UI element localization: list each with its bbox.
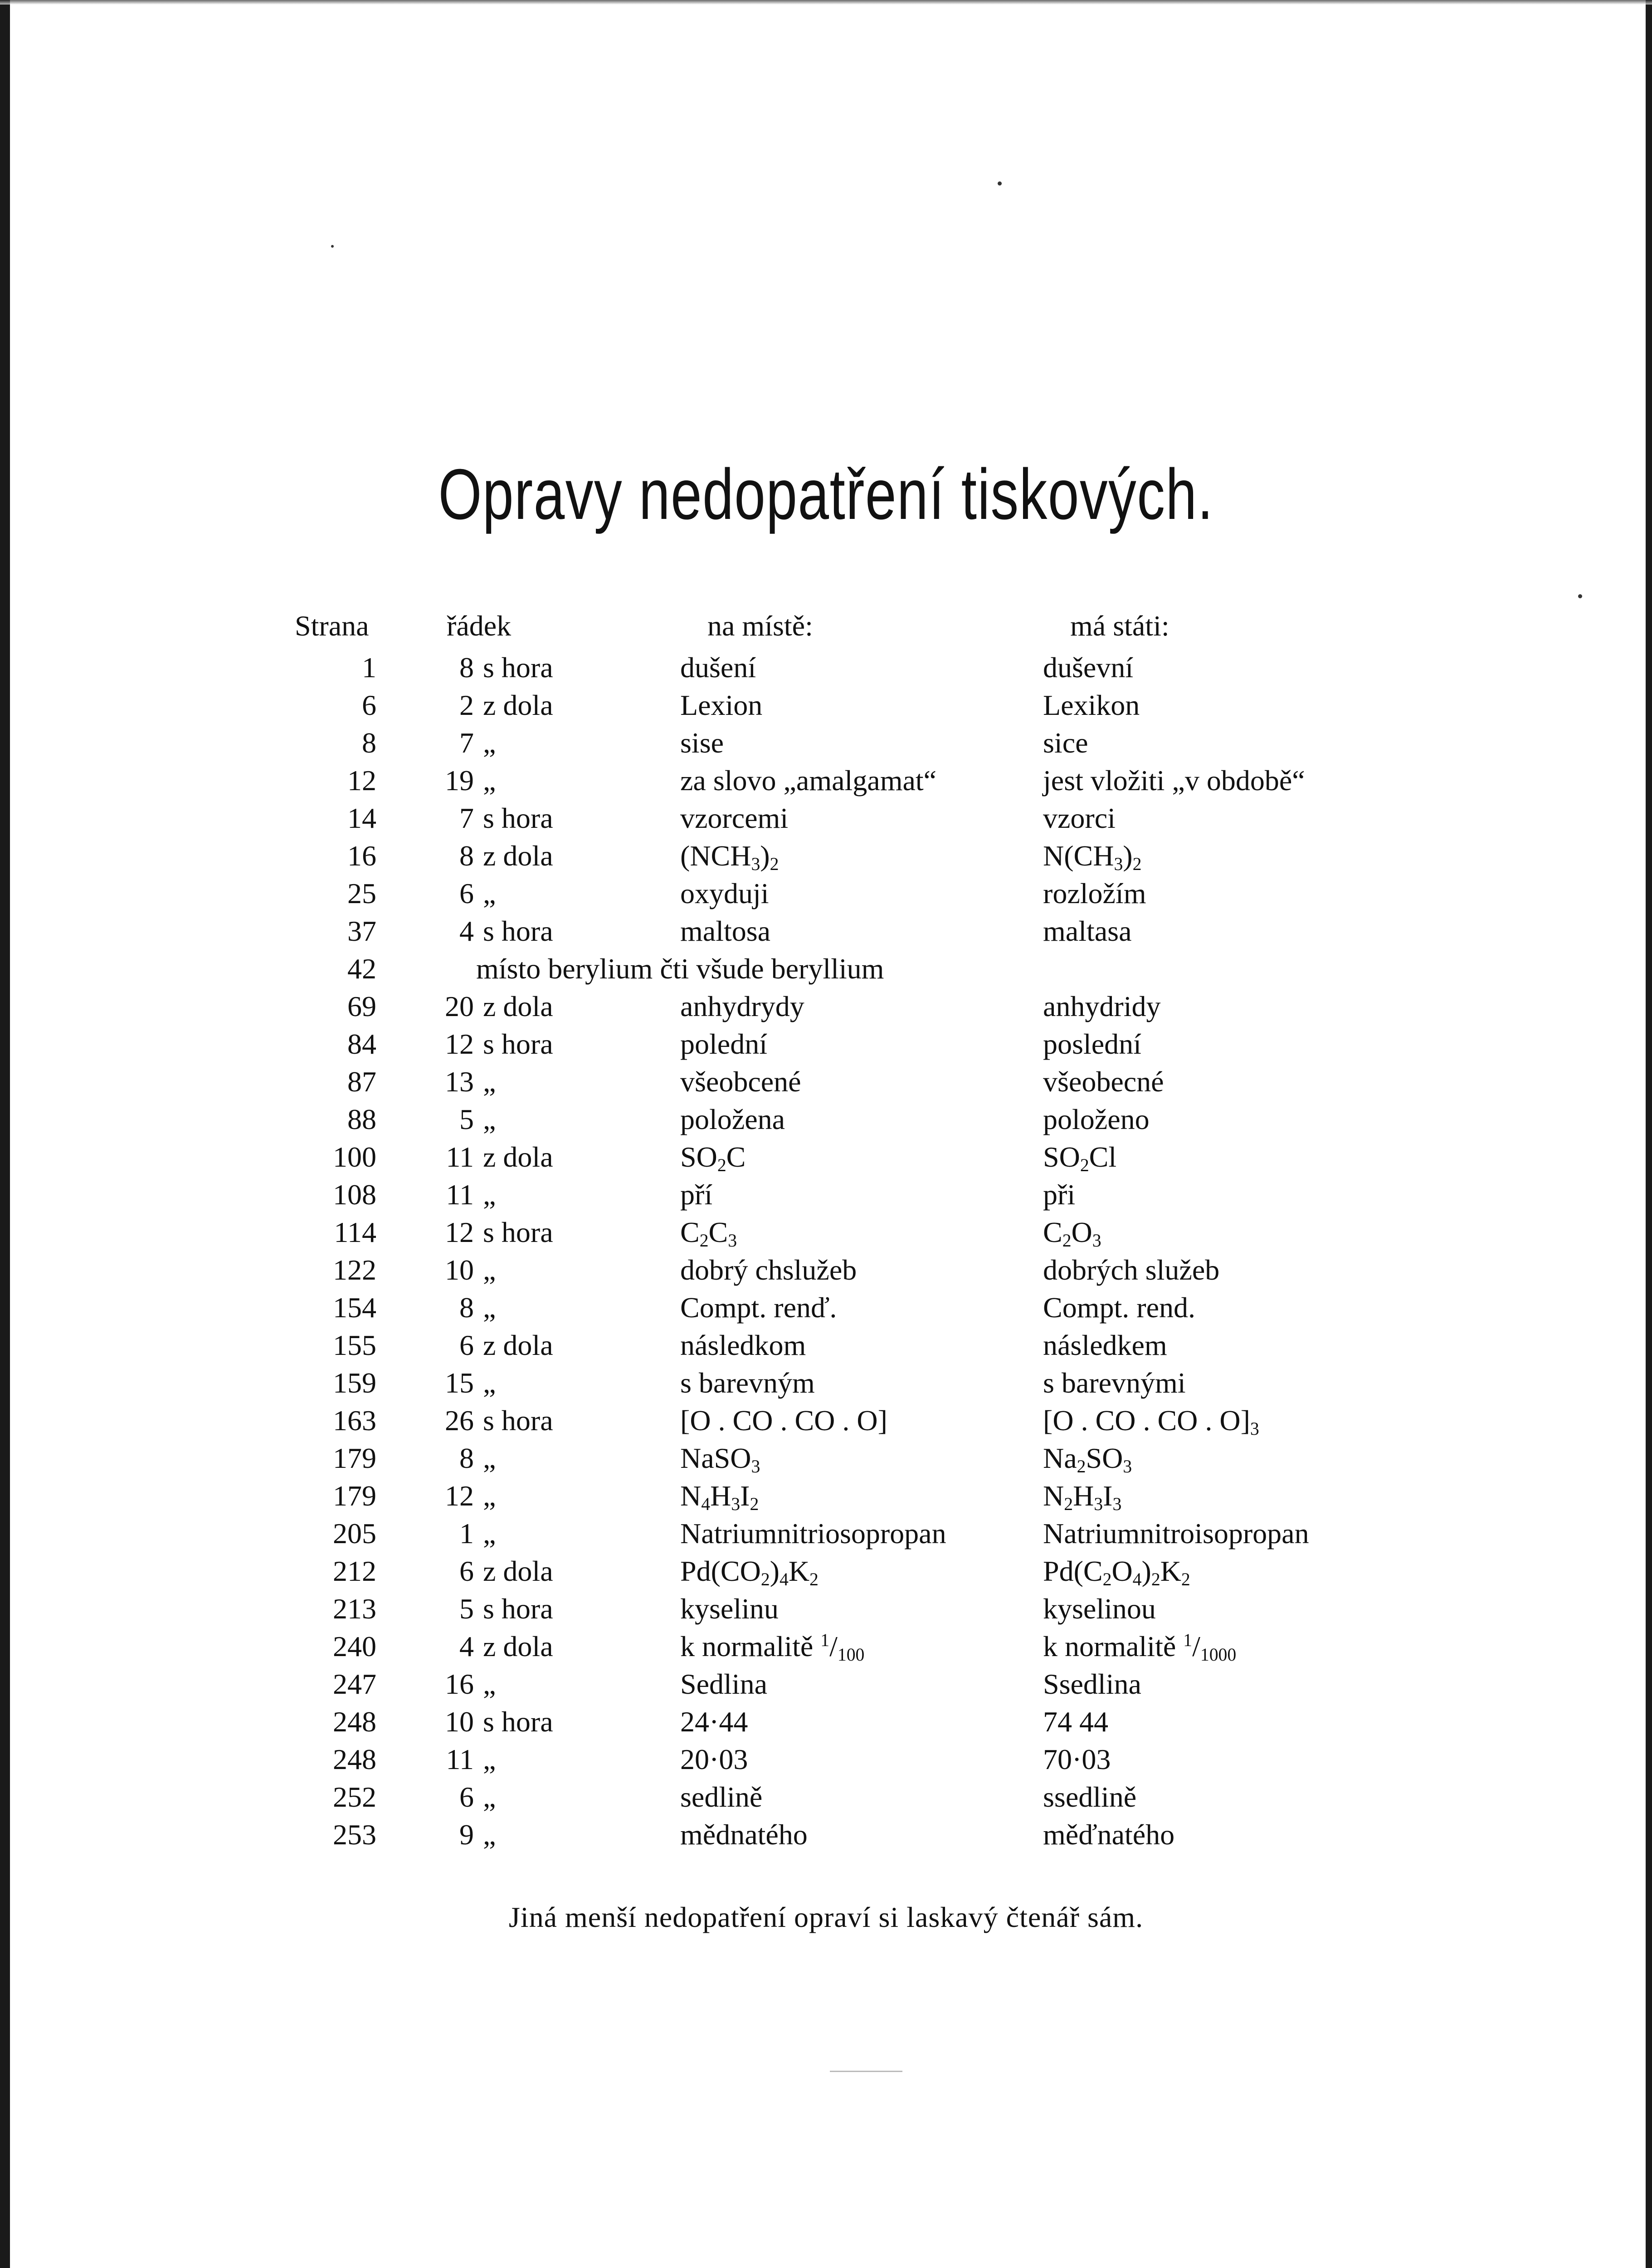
table-row [0,1515,1652,1552]
header-old: na místě: [707,610,813,642]
corrected-text: Ssedlina [1043,1668,1141,1700]
line-direction: „ [483,1517,496,1549]
line-direction: „ [483,1066,496,1098]
line-number: 8 [459,840,474,872]
table-row [0,1176,1652,1213]
page-number: 212 [333,1555,376,1587]
table-row [0,1326,1652,1364]
line-direction: z dola [483,1141,553,1173]
corrected-text: při [1043,1178,1076,1211]
scan-edge-top [0,0,1652,5]
table-row [0,762,1652,799]
erroneous-text: Natriumnitriosopropan [680,1517,946,1549]
header-radek: řádek [447,610,512,642]
erroneous-text: maltosa [680,915,771,947]
line-number: 8 [459,1442,474,1474]
corrected-text: anhydridy [1043,990,1161,1022]
closing-note: Jiná menší nedopatření opraví si laskavý čtenář sám. [508,1901,1144,1933]
corrected-text: [O . CO . CO . $O]_3$ [1043,1404,1259,1439]
table-row [0,1740,1652,1778]
page-number: 179 [333,1480,376,1512]
spanning-note: místo berylium čti všude beryllium [476,953,884,985]
line-number: 6 [459,1329,474,1361]
corrected-text: $C_2O_3$ [1043,1216,1101,1251]
line-direction: s hora [483,1404,553,1437]
table-body [0,649,1652,1853]
line-direction: s hora [483,651,553,684]
erroneous-text: za slovo „amalgamat“ [680,764,937,797]
line-direction: „ [483,1254,496,1286]
erroneous-text: sedlině [680,1781,763,1813]
table-row [0,1100,1652,1138]
table-row [0,1063,1652,1100]
erroneous-text: Lexion [680,689,763,721]
table-row [0,1816,1652,1853]
page-number: 240 [333,1630,376,1662]
corrected-text: Natriumnitroisopropan [1043,1517,1309,1549]
page-number: 16 [347,840,376,872]
erroneous-text: s barevným [680,1367,815,1399]
erroneous-text: 20·03 [680,1743,748,1775]
line-number: 15 [445,1367,474,1399]
erroneous-text: kyselinu [680,1593,779,1625]
line-number: 5 [459,1103,474,1135]
erroneous-text: Sedlina [680,1668,767,1700]
corrected-text: $Na_2SO_3$ [1043,1442,1132,1476]
table-row [0,1703,1652,1740]
page-number: 37 [347,915,376,947]
line-number: 10 [445,1254,474,1286]
corrected-text: $Pd(C_2O_4)_2K_2$ [1043,1555,1190,1589]
corrected-text: maltasa [1043,915,1132,947]
erroneous-text: Compt. renď. [680,1291,837,1324]
erroneous-text: [O . CO . CO . O] [680,1404,887,1437]
erroneous-text: položena [680,1103,785,1135]
table-row [0,1778,1652,1816]
table-row [0,1665,1652,1703]
line-number: 5 [459,1593,474,1625]
erroneous-text: pří [680,1178,713,1211]
erroneous-text: polední [680,1028,767,1060]
line-number: 12 [445,1216,474,1248]
table-row [0,1138,1652,1176]
scan-speck [998,181,1002,186]
table-row [0,950,1652,987]
bottom-rule [830,2071,902,2072]
line-number: 11 [446,1141,474,1173]
table-row [0,987,1652,1025]
line-direction: „ [483,1781,496,1813]
table-header-row [0,603,1652,649]
line-direction: „ [483,1668,496,1700]
page-number: 114 [334,1216,376,1248]
line-number: 11 [446,1743,474,1775]
line-direction: „ [483,877,496,909]
page-number: 42 [347,953,376,985]
corrected-text: kyselinou [1043,1593,1156,1625]
page-number: 163 [333,1404,376,1437]
corrected-text: vzorci [1043,802,1116,834]
erroneous-text: $SO_2C$ [680,1141,746,1175]
erroneous-text: všeobcené [680,1066,801,1098]
page-title: Opravy nedopatření tiskových. [438,455,1214,534]
corrected-text: sice [1043,727,1088,759]
table-row [0,1289,1652,1326]
page-number: 25 [347,877,376,909]
page-number: 12 [347,764,376,797]
line-direction: „ [483,1480,496,1512]
page-number: 122 [333,1254,376,1286]
corrected-text: Lexikon [1043,689,1140,721]
table-row [0,912,1652,950]
page-number: 213 [333,1593,376,1625]
table-row [0,649,1652,686]
page-number: 205 [333,1517,376,1549]
erroneous-text: k normalitě $^1/_{100}$ [680,1630,865,1665]
page-number: 14 [347,802,376,834]
table-row [0,875,1652,912]
page-number: 155 [333,1329,376,1361]
page-number: 248 [333,1743,376,1775]
page-number: 248 [333,1706,376,1738]
line-number: 20 [445,990,474,1022]
erroneous-text: dobrý chslužeb [680,1254,857,1286]
corrected-text: duševní [1043,651,1134,684]
line-direction: s hora [483,1593,553,1625]
table-row [0,1364,1652,1402]
erroneous-text: $Pd(CO_2)_4K_2$ [680,1555,819,1589]
line-number: 16 [445,1668,474,1700]
corrected-text: dobrých služeb [1043,1254,1220,1286]
line-direction: s hora [483,1216,553,1248]
line-direction: „ [483,764,496,797]
page-number: 247 [333,1668,376,1700]
line-direction: z dola [483,1555,553,1587]
page-number: 88 [347,1103,376,1135]
line-direction: z dola [483,840,553,872]
line-direction: z dola [483,1329,553,1361]
table-row [0,837,1652,875]
line-number: 4 [459,915,474,947]
line-number: 19 [445,764,474,797]
line-direction: „ [483,1442,496,1474]
line-number: 6 [459,877,474,909]
erroneous-text: NaSO$_3$ [680,1442,760,1476]
table-row [0,1552,1652,1590]
page-number: 252 [333,1781,376,1813]
corrected-text: poslední [1043,1028,1141,1060]
corrected-text: k normalitě $^1/_{1000}$ [1043,1630,1237,1665]
line-number: 4 [459,1630,474,1662]
line-direction: s hora [483,1706,553,1738]
table-row [0,799,1652,837]
page-number: 69 [347,990,376,1022]
line-direction: „ [483,1818,496,1851]
corrected-text: rozložím [1043,877,1146,909]
line-number: 10 [445,1706,474,1738]
page-number: 253 [333,1818,376,1851]
line-direction: „ [483,1178,496,1211]
line-number: 2 [459,689,474,721]
page-number: 6 [362,689,376,721]
page-number: 1 [362,651,376,684]
line-number: 12 [445,1480,474,1512]
corrected-text: ssedlině [1043,1781,1137,1813]
line-number: 7 [459,802,474,834]
line-direction: „ [483,1743,496,1775]
table-row [0,1213,1652,1251]
erroneous-text: $C_2C_3$ [680,1216,737,1251]
erroneous-text: $N_4H_3I_2$ [680,1480,759,1514]
page-number: 108 [333,1178,376,1211]
line-direction: „ [483,727,496,759]
scan-speck [331,245,334,248]
line-direction: z dola [483,990,553,1022]
line-number: 12 [445,1028,474,1060]
page-number: 84 [347,1028,376,1060]
erroneous-text: následkom [680,1329,806,1361]
line-direction: s hora [483,802,553,834]
corrected-text: $SO_2Cl$ [1043,1141,1117,1175]
erroneous-text: sise [680,727,724,759]
line-number: 8 [459,1291,474,1324]
line-direction: s hora [483,1028,553,1060]
line-number: 13 [445,1066,474,1098]
errata-table [0,603,1652,1853]
table-row [0,1402,1652,1439]
line-number: 1 [459,1517,474,1549]
line-number: 9 [459,1818,474,1851]
line-number: 6 [459,1555,474,1587]
table-row [0,1251,1652,1289]
erroneous-text: anhydrydy [680,990,804,1022]
corrected-text: 70·03 [1043,1743,1111,1775]
table-row [0,686,1652,724]
table-row [0,1590,1652,1628]
erroneous-text: $(NCH_3)_2$ [680,840,779,874]
line-number: 26 [445,1404,474,1437]
table-row [0,1025,1652,1063]
line-direction: z dola [483,689,553,721]
page-number: 179 [333,1442,376,1474]
erroneous-text: oxyduji [680,877,769,909]
erroneous-text: mědnatého [680,1818,808,1851]
line-number: 11 [446,1178,474,1211]
corrected-text: $N(CH_3)_2$ [1043,840,1142,874]
corrected-text: měďnatého [1043,1818,1175,1851]
erroneous-text: vzorcemi [680,802,789,834]
page-number: 154 [333,1291,376,1324]
page-number: 100 [333,1141,376,1173]
page-number: 8 [362,727,376,759]
line-direction: „ [483,1367,496,1399]
line-number: 8 [459,651,474,684]
line-number: 6 [459,1781,474,1813]
page-number: 159 [333,1367,376,1399]
line-direction: „ [483,1291,496,1324]
table-row [0,1477,1652,1515]
table-row [0,724,1652,762]
corrected-text: všeobecné [1043,1066,1164,1098]
corrected-text: 74 44 [1043,1706,1108,1738]
corrected-text: s barevnými [1043,1367,1186,1399]
corrected-text: jest vložiti „v obdobě“ [1043,764,1305,797]
header-strana: Strana [295,610,369,642]
corrected-text: $N_2H_3I_3$ [1043,1480,1122,1514]
table-row [0,1628,1652,1665]
line-direction: „ [483,1103,496,1135]
table-row [0,1439,1652,1477]
corrected-text: následkem [1043,1329,1167,1361]
erroneous-text: dušení [680,651,756,684]
line-direction: z dola [483,1630,553,1662]
scan-speck [1578,594,1582,598]
erroneous-text: 24·44 [680,1706,748,1738]
page-number: 87 [347,1066,376,1098]
corrected-text: položeno [1043,1103,1150,1135]
corrected-text: Compt. rend. [1043,1291,1195,1324]
line-number: 7 [459,727,474,759]
line-direction: s hora [483,915,553,947]
header-new: má státi: [1070,610,1170,642]
